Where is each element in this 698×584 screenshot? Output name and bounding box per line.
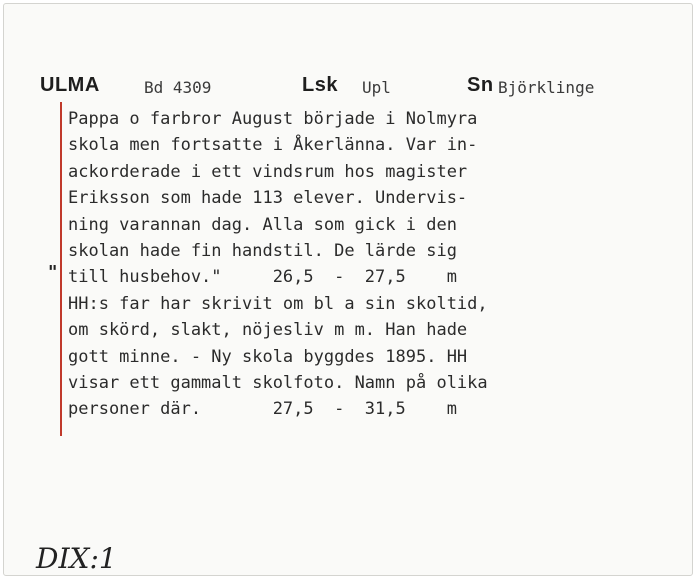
body-line: ning varannan dag. Alla som gick i den (68, 214, 457, 235)
quote-mark: " (48, 262, 58, 283)
card-body-text (68, 106, 488, 423)
body-line: skolan hade fin handstil. De lärde sig (68, 241, 457, 262)
body-line: gott minne. - Ny skola byggdes 1895. HH (68, 346, 468, 367)
archive-label: ULMA (40, 74, 100, 96)
sn-label: Sn (467, 74, 494, 96)
card-header (4, 74, 693, 102)
archive-card (3, 3, 693, 576)
handwritten-note: DIX:1 (36, 542, 117, 575)
body-line: visar ett gammalt skolfoto. Namn på olika (68, 373, 488, 394)
body-line: personer där. 27,5 - 31,5 m (68, 399, 457, 420)
body-line: Pappa o farbror August började i Nolmyra (68, 109, 478, 129)
body-line: skola men fortsatte i Åkerlänna. Var in- (68, 135, 478, 156)
body-line: ackorderade i ett vindsrum hos magister (68, 161, 468, 182)
bd-value: Bd 4309 (144, 78, 212, 97)
lsk-value: Upl (362, 78, 391, 97)
body-line: Eriksson som hade 113 elever. Undervis- (68, 188, 468, 209)
margin-line (60, 102, 62, 436)
body-line: om skörd, slakt, nöjesliv m m. Han hade (68, 320, 468, 341)
body-line: HH:s far har skrivit om bl a sin skoltid, (68, 293, 488, 314)
lsk-label: Lsk (302, 74, 338, 96)
sn-value: Björklinge (498, 78, 595, 97)
body-line: till husbehov." 26,5 - 27,5 m (68, 267, 457, 288)
